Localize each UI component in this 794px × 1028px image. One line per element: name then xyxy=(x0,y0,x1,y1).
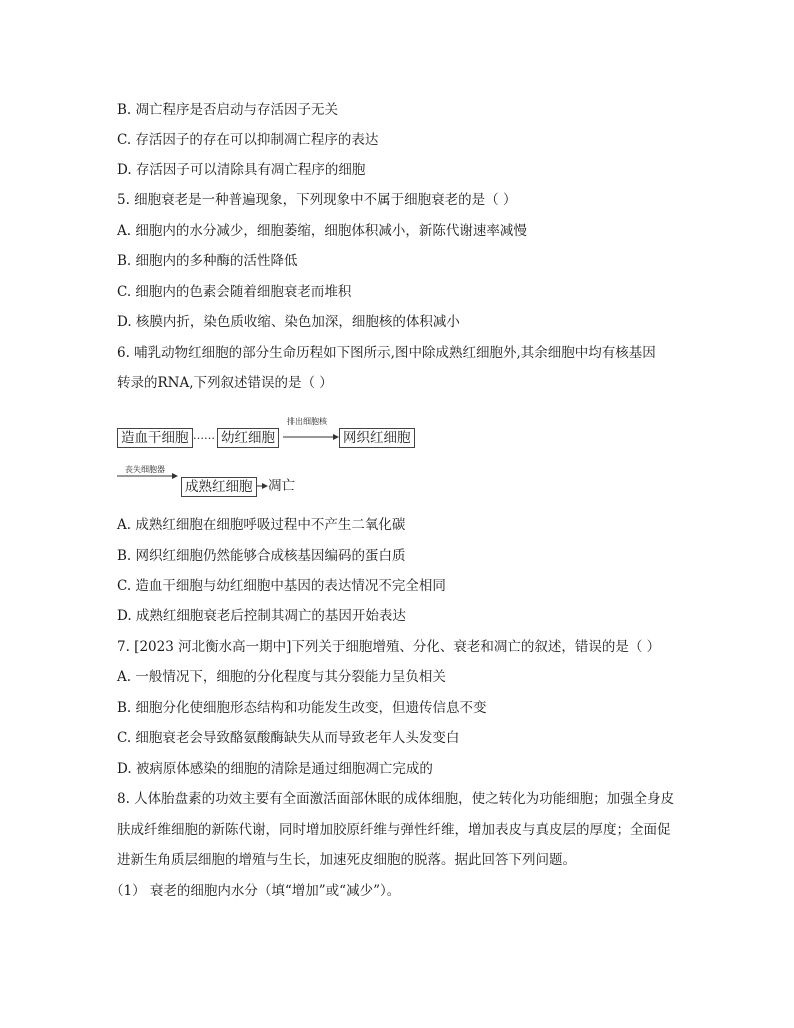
question-8-stem-line1: 8. 人体胎盘素的功效主要有全面激活面部休眠的成体细胞，使之转化为功能细胞；加强全身皮 xyxy=(117,791,675,807)
question-7-option-a: A. 一般情况下，细胞的分化程度与其分裂能力呈负相关 xyxy=(117,669,446,685)
question-6-option-a: A. 成熟红细胞在细胞呼吸过程中不产生二氧化碳 xyxy=(117,517,406,533)
question-8-stem-line2: 肤成纤维细胞的新陈代谢，同时增加胶原纤维与弹性纤维，增加表皮与真皮层的厚度；全面促 xyxy=(117,822,671,838)
question-8-subquestion-1: （1） 衰老的细胞内水分（填“增加”或“减少”）。 xyxy=(110,883,401,899)
box-reticulocyte: 网织红细胞 xyxy=(339,428,415,448)
question-6-option-b: B. 网织红细胞仍然能够合成核基因编码的蛋白质 xyxy=(117,548,406,564)
question-5-option-b: B. 细胞内的多种酶的活性降低 xyxy=(117,253,298,269)
box-hematopoietic-stem-cell: 造血干细胞 xyxy=(117,428,193,448)
box-mature-red-cell: 成熟红细胞 xyxy=(181,477,257,497)
label-lose-organelles: 丧失细胞器 xyxy=(125,465,165,474)
line-d-survival-factor: D. 存活因子可以清除具有凋亡程序的细胞 xyxy=(117,162,366,178)
diagram-apoptosis: 凋亡 xyxy=(268,478,295,494)
line-b-apoptosis-trigger: B. 凋亡程序是否启动与存活因子无关 xyxy=(117,102,339,118)
question-6-option-d: D. 成熟红细胞衰老后控制其凋亡的基因开始表达 xyxy=(117,608,406,624)
question-5-stem: 5. 细胞衰老是一种普遍现象，下列现象中不属于细胞衰老的是（ ） xyxy=(117,192,517,208)
line-c-survival-factor: C. 存活因子的存在可以抑制凋亡程序的表达 xyxy=(117,132,379,148)
question-6-stem-line2: 转录的RNA,下列叙述错误的是（ ） xyxy=(117,375,333,391)
question-7-option-b: B. 细胞分化使细胞形态结构和功能发生改变，但遗传信息不变 xyxy=(117,700,487,716)
question-5-option-a: A. 细胞内的水分减少，细胞萎缩，细胞体积减小，新陈代谢速率减慢 xyxy=(117,223,527,239)
question-8-stem-line3: 进新生角质层细胞的增殖与生长，加速死皮细胞的脱落。据此回答下列问题。 xyxy=(117,852,576,868)
question-5-option-d: D. 核膜内折，染色质收缩、染色加深，细胞核的体积减小 xyxy=(117,314,460,330)
diagram-ellipsis: …… xyxy=(193,429,215,442)
question-5-option-c: C. 细胞内的色素会随着细胞衰老而堆积 xyxy=(117,284,352,300)
question-7-option-c: C. 细胞衰老会导致酪氨酸酶缺失从而导致老年人头发变白 xyxy=(117,730,460,746)
red-cell-lifecycle-diagram xyxy=(117,415,437,505)
question-6-stem-line1: 6. 哺乳动物红细胞的部分生命历程如下图所示,图中除成熟红细胞外,其余细胞中均有核基因 xyxy=(117,345,656,361)
label-extrude-nucleus: 排出细胞核 xyxy=(287,417,327,426)
box-erythroblast: 幼红细胞 xyxy=(217,428,279,448)
question-7-stem: 7. [2023 河北衡水高一期中]下列关于细胞增殖、分化、衰老和凋亡的叙述，错误的是（ ） xyxy=(117,639,661,655)
question-7-option-d: D. 被病原体感染的细胞的清除是通过细胞凋亡完成的 xyxy=(117,761,433,777)
question-6-option-c: C. 造血干细胞与幼红细胞中基因的表达情况不完全相同 xyxy=(117,578,446,594)
